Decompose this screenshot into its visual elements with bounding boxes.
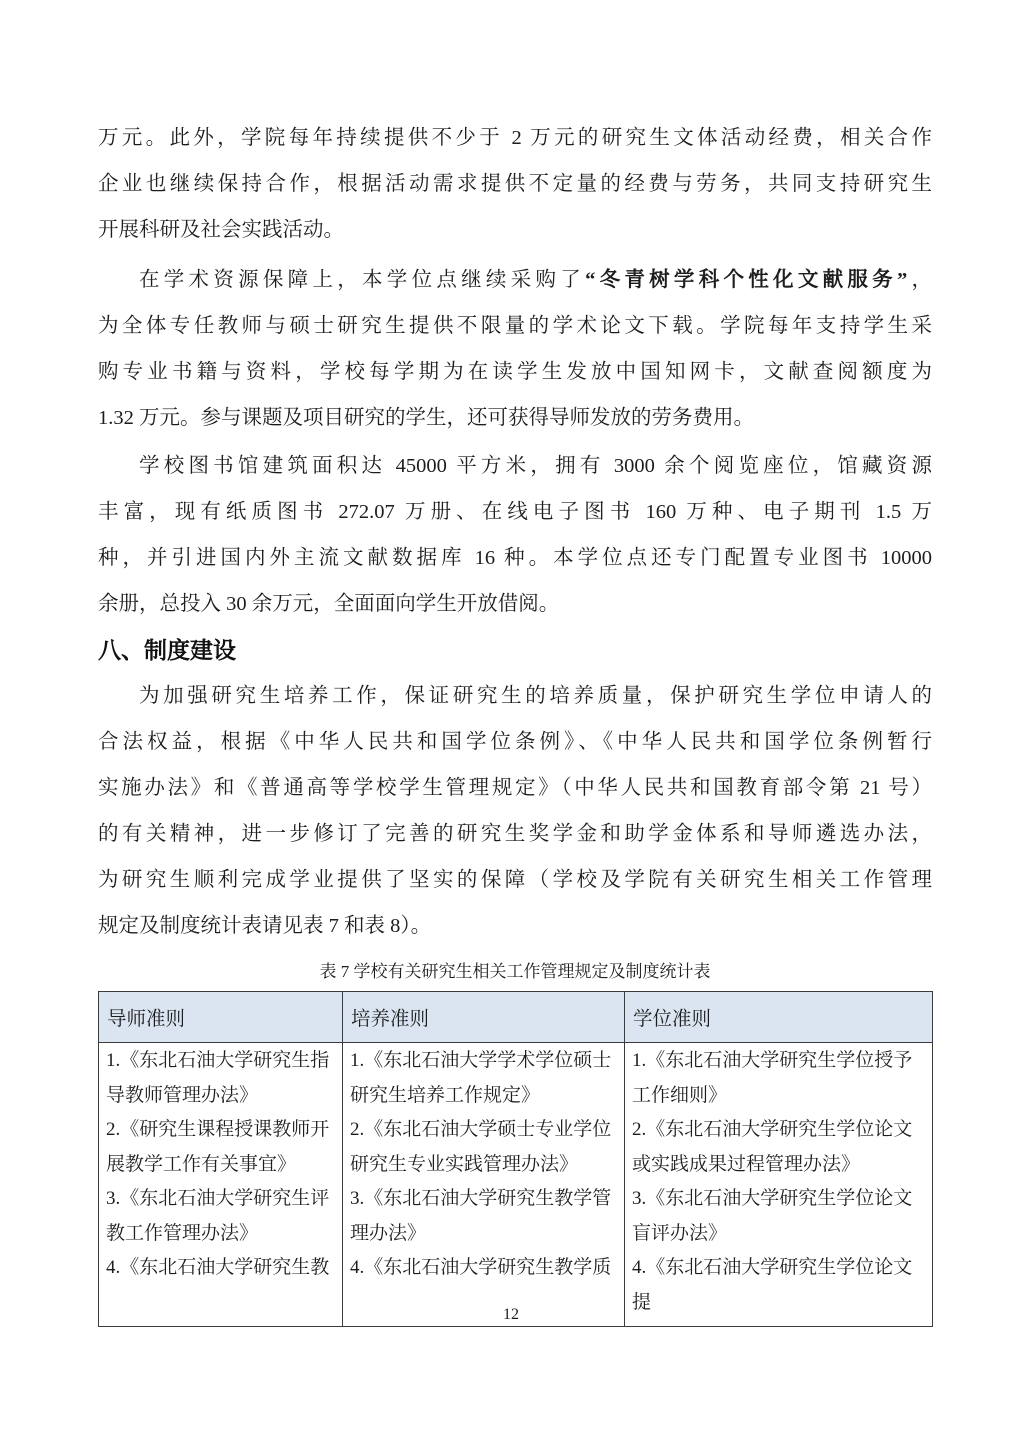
text-line: 的有关精神，进一步修订了完善的研究生奖学金和助学金体系和导师遴选办法， xyxy=(98,823,932,845)
text-line: 1.32 万元。参与课题及项目研究的学生，还可获得导师发放的劳务费用。 xyxy=(98,407,754,429)
table-item: 4.《东北石油大学研究生学位论文提 xyxy=(632,1257,913,1313)
table-header-training-guidelines: 培养准则 xyxy=(343,992,625,1043)
bold-text-run: “冬青树学科个性化文献服务” xyxy=(585,269,908,291)
table-column-training xyxy=(343,1043,625,1327)
text-line xyxy=(98,257,932,303)
text-line: 规定及制度统计表请见表 7 和表 8）。 xyxy=(98,915,432,937)
text-line: 为研究生顺利完成学业提供了坚实的保障（学校及学院有关研究生相关工作管理 xyxy=(98,869,932,891)
table-item: 2.《东北石油大学研究生学位论文或实践成果过程管理办法》 xyxy=(632,1119,913,1175)
section-heading: 八、制度建设 xyxy=(98,637,236,663)
text-line: 为加强研究生培养工作，保证研究生的培养质量，保护研究生学位申请人的 xyxy=(139,685,932,707)
text-run: ， xyxy=(907,269,932,291)
text-line: 企业也继续保持合作，根据活动需求提供不定量的经费与劳务，共同支持研究生 xyxy=(98,173,932,195)
text-line: 万元。此外，学院每年持续提供不少于 2 万元的研究生文体活动经费，相关合作 xyxy=(98,127,932,149)
text-line: 开展科研及社会实践活动。 xyxy=(98,219,344,241)
table-item: 4.《东北石油大学研究生教学质 xyxy=(350,1257,612,1278)
paragraph-regulations xyxy=(98,673,932,949)
page-number: 12 xyxy=(503,1306,519,1323)
text-line: 为全体专任教师与硕士研究生提供不限量的学术论文下载。学院每年支持学生采 xyxy=(98,315,932,337)
text-line: 实施办法》和《普通高等学校学生管理规定》（中华人民共和国教育部令第 21 号） xyxy=(98,777,932,799)
table-item: 1.《东北石油大学研究生指导教师管理办法》 xyxy=(106,1050,330,1106)
text-run: 在学术资源保障上，本学位点继续采购了 xyxy=(139,269,586,291)
page-body-text xyxy=(98,115,932,1327)
text-line: 合法权益，根据《中华人民共和国学位条例》、《中华人民共和国学位条例暂行 xyxy=(98,731,932,753)
table-item: 2.《东北石油大学硕士专业学位研究生专业实践管理办法》 xyxy=(350,1119,612,1175)
table-header-degree-guidelines: 学位准则 xyxy=(625,992,933,1043)
table-item: 1.《东北石油大学研究生学位授予工作细则》 xyxy=(632,1050,913,1106)
text-line: 购专业书籍与资料，学校每学期为在读学生发放中国知网卡，文献查阅额度为 xyxy=(98,361,932,383)
regulations-table xyxy=(98,991,933,1327)
text-line: 丰富，现有纸质图书 272.07 万册、在线电子图书 160 万种、电子期刊 1.5 万 xyxy=(98,501,932,523)
paragraph-funding xyxy=(98,115,932,253)
text-line: 学校图书馆建筑面积达 45000 平方米，拥有 3000 余个阅览座位，馆藏资源 xyxy=(139,455,932,477)
paragraph-library xyxy=(98,443,932,627)
table-column-mentor xyxy=(99,1043,343,1327)
table-item: 3.《东北石油大学研究生教学管理办法》 xyxy=(350,1188,612,1244)
table-column-degree xyxy=(625,1043,933,1327)
table-item: 1.《东北石油大学学术学位硕士研究生培养工作规定》 xyxy=(350,1050,612,1106)
text-line: 余册，总投入 30 余万元，全面面向学生开放借阅。 xyxy=(98,593,560,615)
table-item: 3.《东北石油大学研究生学位论文盲评办法》 xyxy=(632,1188,913,1244)
table-item: 4.《东北石油大学研究生教 xyxy=(106,1257,330,1278)
table-header-mentor-guidelines: 导师准则 xyxy=(99,992,343,1043)
text-line: 种，并引进国内外主流文献数据库 16 种。本学位点还专门配置专业图书 10000 xyxy=(98,547,932,569)
table-caption: 表 7 学校有关研究生相关工作管理规定及制度统计表 xyxy=(319,962,711,981)
table-header-row xyxy=(99,992,933,1043)
paragraph-academic-resources xyxy=(98,257,932,441)
table-body-row xyxy=(99,1043,933,1327)
table-item: 3.《东北石油大学研究生评教工作管理办法》 xyxy=(106,1188,330,1244)
table-item: 2.《研究生课程授课教师开展教学工作有关事宜》 xyxy=(106,1119,330,1175)
